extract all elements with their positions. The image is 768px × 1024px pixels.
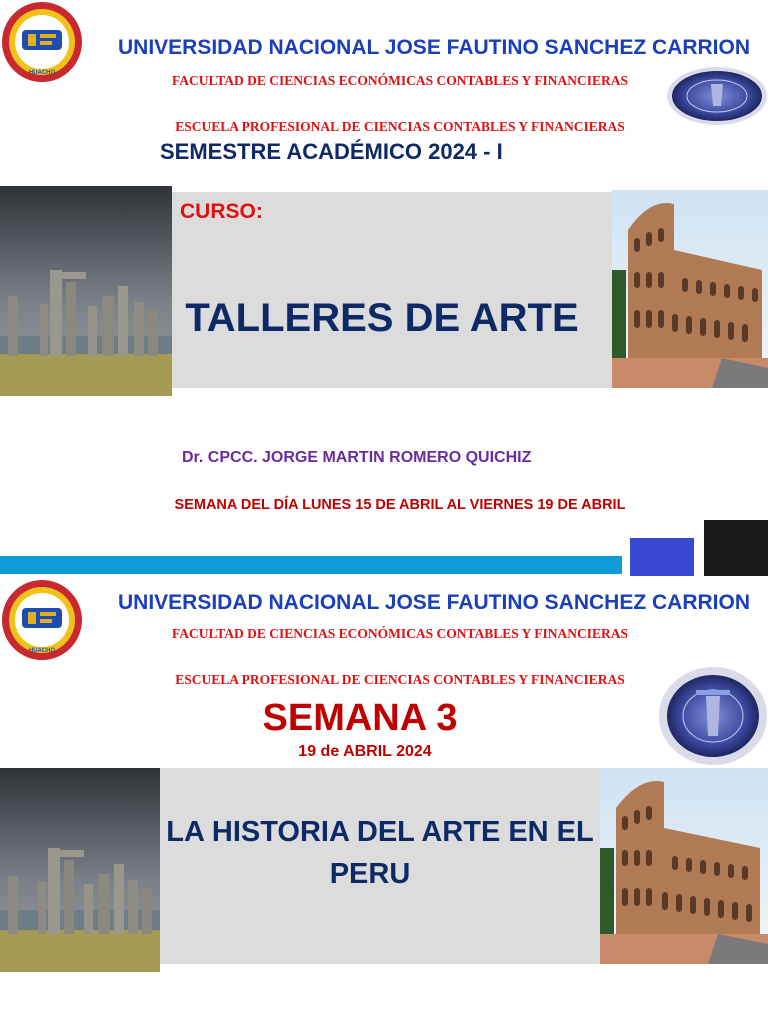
university-logo-2 [0,578,84,662]
faculty-name-2: FACULTAD DE CIENCIAS ECONÓMICAS CONTABLES Y FINANCIERAS [171,626,629,641]
semester-label: SEMESTRE ACADÉMICO 2024 - I [160,139,503,164]
colosseum-image-2 [600,768,768,964]
faculty-name: FACULTAD DE CIENCIAS ECONÓMICAS CONTABLES Y FINANCIERAS [171,73,629,88]
colosseum-image [612,190,768,388]
university-logo [0,0,84,84]
divider-bar [0,556,622,574]
university-name: UNIVERSIDAD NACIONAL JOSE FAUTINO SANCHEZ CARRION [118,36,750,59]
course-title: TALLERES DE ARTE [185,296,579,340]
school-name: ESCUELA PROFESIONAL DE CIENCIAS CONTABLES Y FINANCIERAS [175,119,625,134]
stonehenge-image-2 [0,768,160,972]
faculty-seal-2 [658,666,768,766]
school-name-2: ESCUELA PROFESIONAL DE CIENCIAS CONTABLES Y FINANCIERAS [175,672,625,687]
decor-square-blue [630,538,694,576]
week-number: SEMANA 3 [262,697,458,739]
svg-text:HUACHO: HUACHO [28,648,56,654]
decor-square-black [704,520,768,576]
stonehenge-image [0,186,172,396]
svg-text:HUACHO: HUACHO [28,70,56,76]
topic-title-line1: LA HISTORIA DEL ARTE EN EL [166,816,594,848]
professor-name: Dr. CPCC. JORGE MARTIN ROMERO QUICHIZ [182,449,532,466]
university-name-2: UNIVERSIDAD NACIONAL JOSE FAUTINO SANCHEZ CARRION [118,591,750,614]
faculty-seal [666,66,768,126]
topic-title-line2: PERU [329,858,411,890]
week-date: 19 de ABRIL 2024 [298,743,432,760]
week-range: SEMANA DEL DÍA LUNES 15 DE ABRIL AL VIERNES 19 DE ABRIL [174,497,626,513]
course-label: CURSO: [180,200,263,223]
